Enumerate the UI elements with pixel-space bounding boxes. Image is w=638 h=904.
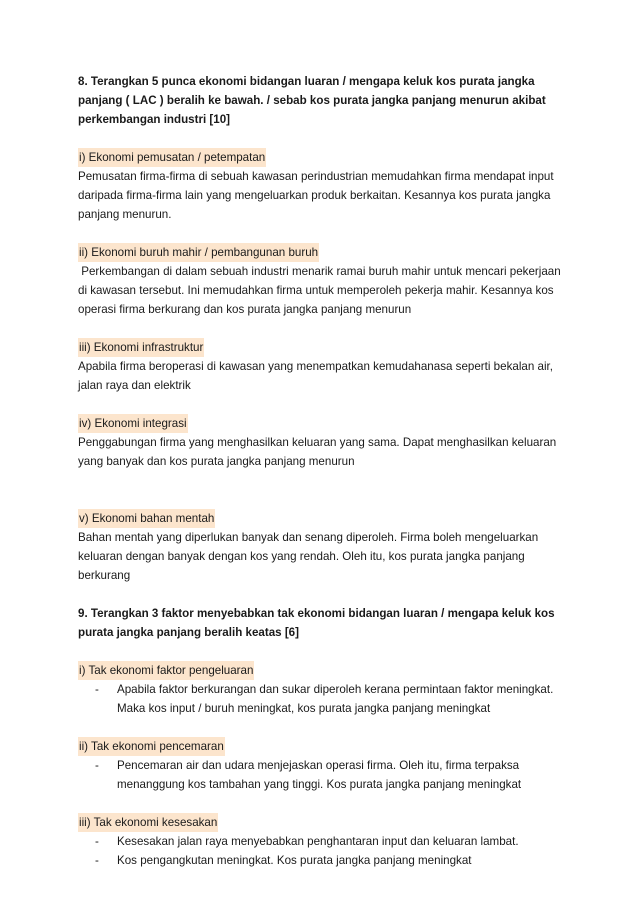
list-item: - Apabila faktor berkurangan dan sukar diperoleh kerana permintaan faktor meningkat. Maka kos input / buruh meningkat, kos purata jangka panjang meningkat	[78, 680, 568, 718]
list-item: - Kesesakan jalan raya menyebabkan penghantaran input dan keluaran lambat.	[78, 832, 568, 851]
section-heading: i) Ekonomi pemusatan / petempatan	[78, 148, 266, 167]
question-9-title: 9. Terangkan 3 faktor menyebabkan tak ekonomi bidangan luaran / mengapa keluk kos purata jangka panjang beralih keatas [6]	[78, 607, 555, 639]
list-item: - Pencemaran air dan udara menjejaskan operasi firma. Oleh itu, firma terpaksa menanggung kos tambahan yang tinggi. Kos purata jangka panjang meningkat	[78, 756, 568, 794]
section-heading: iv) Ekonomi integrasi	[78, 414, 188, 433]
q9-section-3	[78, 813, 568, 870]
bullet-marker: -	[95, 683, 99, 696]
question-8-title: 8. Terangkan 5 punca ekonomi bidangan luaran / mengapa keluk kos purata jangka panjang ( LAC ) beralih ke bawah. / sebab kos purata jangka panjang menurun akibat perkembangan industri [10]	[78, 75, 546, 126]
q9-section-1	[78, 661, 568, 718]
q8-section-1	[78, 148, 568, 224]
bullet-marker: -	[95, 854, 99, 867]
section-text: Pemusatan firma-firma di sebuah kawasan perindustrian memudahkan firma mendapat input daripada firma-firma lain yang mengeluarkan produk berkaitan. Kesannya kos purata jangka panjang menurun.	[78, 170, 554, 221]
bullet-list	[78, 680, 568, 718]
q9-section-2	[78, 737, 568, 794]
bullet-list	[78, 756, 568, 794]
section-text: Penggabungan firma yang menghasilkan keluaran yang sama. Dapat menghasilkan keluaran yang banyak dan kos purata jangka panjang menurun	[78, 436, 557, 468]
section-heading: iii) Ekonomi infrastruktur	[78, 338, 204, 357]
section-text: Perkembangan di dalam sebuah industri menarik ramai buruh mahir untuk mencari pekerjaan di kawasan tersebut. Ini memudahkan firma untuk memperoleh pekerja mahir. Kesannya kos operasi firma berkurang dan kos purata jangka panjang menurun	[78, 265, 564, 316]
section-heading: ii) Ekonomi buruh mahir / pembangunan buruh	[78, 243, 319, 262]
section-heading: i) Tak ekonomi faktor pengeluaran	[78, 661, 254, 680]
q8-section-5	[78, 509, 568, 585]
bullet-marker: -	[95, 835, 99, 848]
list-item: - Kos pengangkutan meningkat. Kos purata jangka panjang meningkat	[78, 851, 568, 870]
q8-section-4	[78, 414, 568, 471]
document-page	[78, 72, 568, 870]
bullet-marker: -	[95, 759, 99, 772]
section-text: Bahan mentah yang diperlukan banyak dan senang diperoleh. Firma boleh mengeluarkan keluaran dengan banyak dengan kos yang rendah. Oleh itu, kos purata jangka panjang berkurang	[78, 531, 539, 582]
section-text: Apabila firma beroperasi di kawasan yang menempatkan kemudahanasa seperti bekalan air, jalan raya dan elektrik	[78, 360, 553, 392]
bullet-list	[78, 832, 568, 870]
section-heading: v) Ekonomi bahan mentah	[78, 509, 215, 528]
section-heading: ii) Tak ekonomi pencemaran	[78, 737, 225, 756]
q8-section-2	[78, 243, 568, 319]
section-heading: iii) Tak ekonomi kesesakan	[78, 813, 218, 832]
q8-section-3	[78, 338, 568, 395]
